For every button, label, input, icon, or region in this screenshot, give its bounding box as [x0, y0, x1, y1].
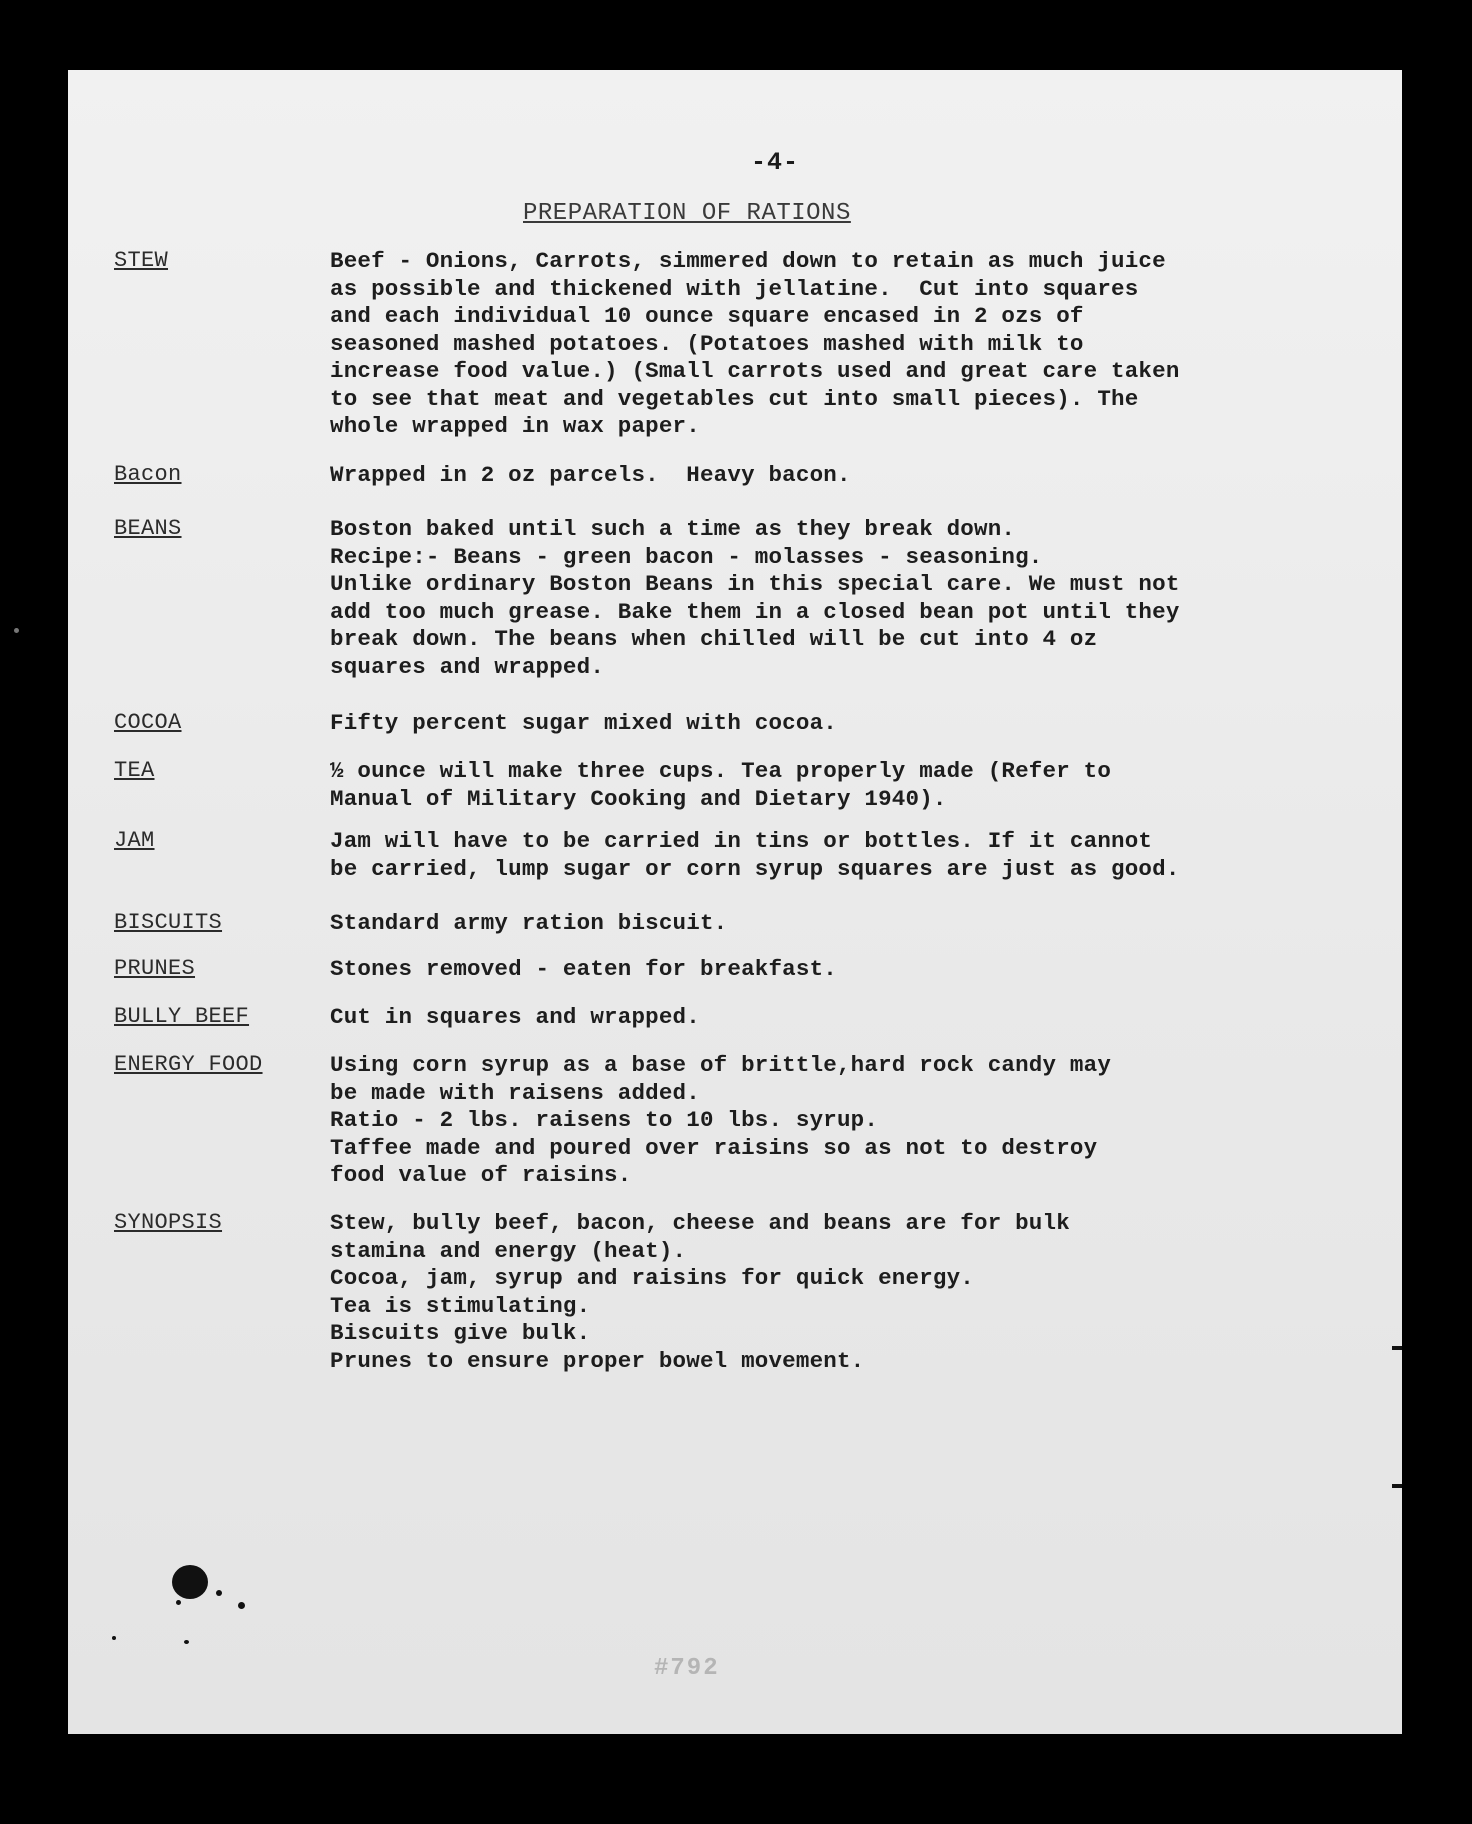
- text-line: Using corn syrup as a base of brittle,hard rock candy may: [330, 1052, 1112, 1078]
- text-line: Standard army ration biscuit.: [330, 910, 728, 936]
- text-line: squares and wrapped.: [330, 653, 605, 680]
- text-line: Beef - Onions, Carrots, simmered down to retain as much juice: [330, 248, 1166, 274]
- text-line: Cut in squares and wrapped.: [330, 1004, 700, 1030]
- entry-label-bacon: Bacon: [114, 462, 182, 487]
- entry-label-energy-food: ENERGY FOOD: [114, 1052, 263, 1077]
- margin-tick: [1392, 1484, 1402, 1488]
- text-line: food value of raisins.: [330, 1162, 632, 1188]
- ink-speck: [216, 1590, 222, 1596]
- ink-speck: [184, 1640, 189, 1644]
- text-line: Stew, bully beef, bacon, cheese and beans are for bulk: [330, 1210, 1070, 1236]
- text-line: Biscuits give bulk.: [330, 1320, 591, 1346]
- document-title: PREPARATION OF RATIONS: [523, 200, 851, 227]
- entry-body-synopsis: [330, 1210, 1380, 1375]
- entry-label-synopsis: SYNOPSIS: [114, 1210, 223, 1235]
- text-line: Taffee made and poured over raisins so as not to destroy: [330, 1134, 1098, 1161]
- entry-label-tea: TEA: [114, 758, 155, 783]
- ink-speck: [176, 1600, 181, 1605]
- text-line: be made with raisens added.: [330, 1079, 700, 1106]
- entry-label-jam: JAM: [114, 828, 155, 853]
- text-line: Manual of Military Cooking and Dietary 1940).: [330, 785, 947, 812]
- text-line: and each individual 10 ounce square encased in 2 ozs of: [330, 303, 1084, 329]
- text-line: Prunes to ensure proper bowel movement.: [330, 1347, 865, 1374]
- text-line: seasoned mashed potatoes. (Potatoes mashed with milk to: [330, 330, 1084, 357]
- text-line: Recipe:- Beans - green bacon - molasses - seasoning.: [330, 543, 1043, 570]
- text-line: break down. The beans when chilled will be cut into 4 oz: [330, 626, 1098, 652]
- text-line: Cocoa, jam, syrup and raisins for quick energy.: [330, 1265, 975, 1291]
- entry-label-stew: STEW: [114, 248, 169, 273]
- text-line: Stones removed - eaten for breakfast.: [330, 956, 837, 982]
- text-line: be carried, lump sugar or corn syrup squares are just as good.: [330, 855, 1180, 882]
- entry-body-beans: [330, 516, 1380, 681]
- ink-speck: [112, 1636, 116, 1640]
- faint-stamp: #792: [654, 1655, 720, 1682]
- text-line: as possible and thickened with jellatine. Cut into squares: [330, 275, 1139, 302]
- entry-label-beans: BEANS: [114, 516, 182, 541]
- scan-speck: [14, 628, 19, 633]
- text-line: Jam will have to be carried in tins or bottles. If it cannot: [330, 828, 1153, 854]
- document-page: [68, 70, 1402, 1734]
- entry-label-prunes: PRUNES: [114, 956, 196, 981]
- text-line: to see that meat and vegetables cut into small pieces). The: [330, 385, 1139, 412]
- text-line: ½ ounce will make three cups. Tea properly made (Refer to: [330, 758, 1112, 784]
- text-line: Fifty percent sugar mixed with cocoa.: [330, 710, 837, 736]
- entry-body-jam: [330, 828, 1380, 883]
- entry-body-tea: [330, 758, 1380, 813]
- text-line: Boston baked until such a time as they break down.: [330, 516, 1016, 542]
- entry-body-bacon: [330, 462, 1380, 490]
- entry-body-energy-food: [330, 1052, 1380, 1190]
- entry-label-bully-beef: BULLY BEEF: [114, 1004, 250, 1029]
- entry-body-biscuits: [330, 910, 1380, 938]
- entry-label-biscuits: BISCUITS: [114, 910, 223, 935]
- text-line: Tea is stimulating.: [330, 1292, 591, 1319]
- entry-body-cocoa: [330, 710, 1380, 738]
- entry-label-cocoa: COCOA: [114, 710, 182, 735]
- entry-body-bully-beef: [330, 1004, 1380, 1032]
- text-line: whole wrapped in wax paper.: [330, 413, 700, 439]
- text-line: stamina and energy (heat).: [330, 1237, 687, 1264]
- text-line: Ratio - 2 lbs. raisens to 10 lbs. syrup.: [330, 1107, 879, 1133]
- ink-blot: [172, 1565, 208, 1599]
- entry-body-prunes: [330, 956, 1380, 984]
- margin-tick: [1392, 1346, 1402, 1350]
- page-number: -4-: [750, 148, 799, 177]
- text-line: add too much grease. Bake them in a closed bean pot until they: [330, 598, 1180, 625]
- text-line: Wrapped in 2 oz parcels. Heavy bacon.: [330, 462, 851, 488]
- text-line: increase food value.) (Small carrots used and great care taken: [330, 358, 1180, 384]
- text-line: Unlike ordinary Boston Beans in this special care. We must not: [330, 571, 1180, 597]
- entry-body-stew: [330, 248, 1380, 441]
- ink-speck: [238, 1602, 245, 1609]
